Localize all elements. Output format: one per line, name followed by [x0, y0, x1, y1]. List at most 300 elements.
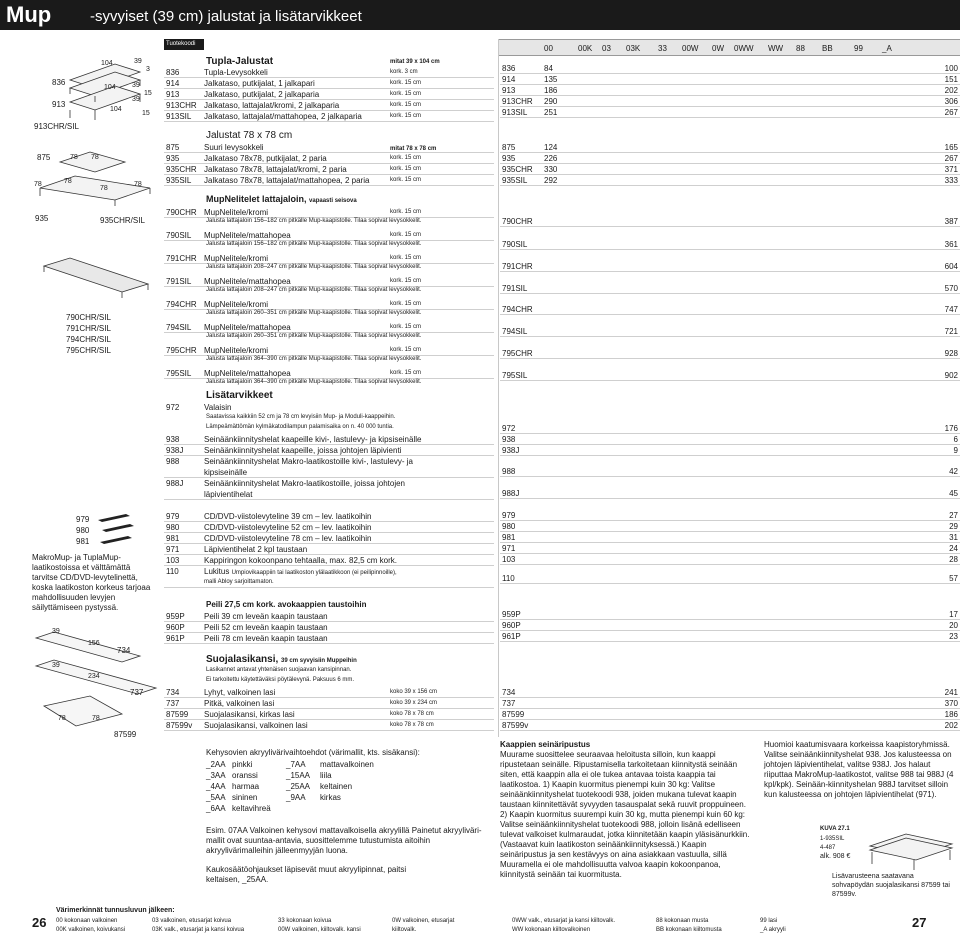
footer-legend-entry: 00 kokonaan valkoinen — [56, 918, 118, 924]
price-value-00k: 290 — [544, 97, 558, 106]
nelitele-drawing — [30, 236, 160, 306]
product-row — [164, 253, 494, 264]
section-title-tupla: Tupla-Jalustat — [206, 56, 274, 67]
product-label-734: 734 — [117, 646, 131, 655]
acrylic-color-entry: _15AA — [286, 771, 311, 780]
price-value: 570 — [944, 284, 958, 293]
price-value: 361 — [944, 240, 958, 249]
product-code: 959P — [166, 612, 185, 621]
price-value: 333 — [944, 176, 958, 185]
product-code: 980 — [166, 523, 180, 532]
price-row — [500, 261, 960, 272]
product-code: 972 — [166, 403, 180, 412]
color-code-col: 00K — [578, 44, 593, 53]
product-code: 913 — [166, 90, 180, 99]
product-code: 988J — [166, 479, 184, 488]
product-desc: MupNelitele/kromi — [204, 254, 269, 263]
page-number-left: 26 — [32, 915, 47, 930]
price-row — [500, 434, 960, 445]
dim-label: 104 — [104, 84, 116, 91]
price-row — [500, 466, 960, 477]
color-code-col: 0WW — [734, 44, 754, 53]
price-row — [500, 153, 960, 164]
price-value: 45 — [949, 489, 958, 498]
price-code: 790SIL — [502, 240, 528, 249]
price-value: 100 — [944, 64, 958, 73]
kuva-line-1: 1-935SIL — [820, 836, 845, 842]
price-code: 972 — [502, 424, 516, 433]
product-subnote: Jalusta lattajaloin 208–247 cm pitkälle Mup-kaapistolle. Tilaa sopivat levysokkelit. — [206, 287, 422, 293]
product-code: 913CHR — [166, 101, 197, 110]
product-desc: Peili 39 cm leveän kaapin taustaan — [204, 612, 328, 621]
product-desc: Suuri levysokkeli — [204, 143, 264, 152]
product-code: 935 — [166, 154, 180, 163]
price-code: 791SIL — [502, 284, 528, 293]
section-measure-jalustat: mitat 78 x 78 cm — [390, 146, 437, 152]
product-extra: kork. 15 cm — [390, 278, 422, 284]
price-row — [500, 304, 960, 315]
product-subnote: Jalusta lattajaloin 364–390 cm pitkälle Mup-kaapistolle. Tilaa sopivat levysokkelit. — [206, 379, 422, 385]
product-row — [164, 299, 494, 310]
product-row — [164, 633, 494, 644]
product-subnote: Lämpeämättömän kylmäkatodilampun palamisaika on n. 40 000 tuntia. — [206, 424, 394, 430]
price-value: 17 — [949, 610, 958, 619]
price-row — [500, 74, 960, 85]
product-row — [164, 622, 494, 633]
dim-label: 234 — [88, 673, 100, 680]
product-label-791: 791CHR/SIL — [66, 324, 111, 333]
dim-label: 78 — [91, 154, 99, 161]
price-code: 875 — [502, 143, 516, 152]
acrylic-color-entry: mattavalkoinen — [320, 760, 374, 769]
price-value: 20 — [949, 621, 958, 630]
section-title-sub: vapaasti seisova — [309, 198, 357, 204]
dim-label: 15 — [144, 90, 152, 97]
warning-text: Huomioi kaatumisvaara korkeissa kaapistoryhmissä. Valitse seinäänkiinnityshelat 938. Jos kalusteessa on johtojen läpivientihelat, valitse 938J. Jos halaut riiputtaa MakroMup-laatikostot, valitse 988 tai 988J (4 kpl/kpk). Seinään-kiinnityshelan 988J tarvitset silloin kun kalusteessa on johtojen läpivientihelat (971). — [764, 740, 954, 799]
acrylic-color-entry: kirkas — [320, 793, 341, 802]
color-code-col: 03 — [602, 44, 611, 53]
product-desc: Seinäänkiinnityshelat kaapeille, joissa johtojen läpivienti — [204, 446, 402, 455]
product-code: 790CHR — [166, 208, 197, 217]
price-value: 747 — [944, 305, 958, 314]
product-row — [164, 456, 494, 478]
price-value-00k: 135 — [544, 75, 558, 84]
product-row — [164, 89, 494, 100]
product-code: 875 — [166, 143, 180, 152]
dim-label: 78 — [134, 181, 142, 188]
product-row — [164, 207, 494, 218]
dim-label: 156 — [88, 640, 100, 647]
price-row — [500, 510, 960, 521]
product-desc: Jalkataso 78x78, lattajalat/kromi, 2 paria — [204, 165, 347, 174]
color-code-col: 0W — [712, 44, 724, 53]
price-value: 604 — [944, 262, 958, 271]
price-value: 165 — [944, 143, 958, 152]
product-row — [164, 175, 494, 186]
price-value: 28 — [949, 555, 958, 564]
kuva-line-3: alk. 908 € — [820, 853, 851, 860]
product-code: 961P — [166, 634, 185, 643]
section-title-nelitele — [206, 194, 357, 204]
price-row — [500, 423, 960, 434]
price-row — [500, 554, 960, 565]
promo-text: MakroMup- ja TuplaMup-laatikostoissa et välttämättä tarvitse CD/DVD-levytelinettä, koska laatikoston korkeus tarjoaa mahdollisuuden levyjen säilyttämiseen pystyssä. — [32, 553, 151, 612]
price-code: 935 — [502, 154, 516, 163]
price-value: 902 — [944, 371, 958, 380]
footer-legend-entry: 00W valkoinen, kiiltovalk. kansi — [278, 927, 361, 933]
product-desc: CD/DVD-viistolevyteline 39 cm – lev. laatikoihin — [204, 512, 372, 521]
dim-label: 39 — [134, 58, 142, 65]
dim-label: 39 — [52, 628, 60, 635]
product-extra: koko 78 x 78 cm — [390, 711, 434, 717]
dim-label: 104 — [101, 60, 113, 67]
product-desc-cont: kipsiseinälle — [204, 468, 248, 477]
product-row — [164, 511, 494, 522]
price-value: 202 — [944, 86, 958, 95]
price-code: 87599 — [502, 710, 525, 719]
section-title-sub: 39 cm syvyisiin Muppeihin — [281, 658, 357, 664]
price-row — [500, 175, 960, 186]
product-desc: MupNelitele/mattahopea — [204, 323, 291, 332]
product-subnote: Jalusta lattajaloin 260–351 cm pitkälle Mup-kaapistolle. Tilaa sopivat levysokkelit. — [206, 333, 422, 339]
product-row — [164, 611, 494, 622]
price-row — [500, 720, 960, 731]
product-label-875: 875 — [37, 153, 51, 162]
price-row — [500, 239, 960, 250]
product-desc: Peili 78 cm leveän kaapin taustaan — [204, 634, 328, 643]
product-desc: Seinäänkiinnityshelat Makro-laatikostoille, joissa johtojen — [204, 479, 405, 488]
price-row — [500, 488, 960, 499]
color-code-col: 00W — [682, 44, 699, 53]
product-desc: Jalkataso 78x78, putkijalat, 2 paria — [204, 154, 327, 163]
footer-legend-entry: 03 valkoinen, etusarjat koivua — [152, 918, 232, 924]
product-code: 794SIL — [166, 323, 192, 332]
section-title-lisatarvikkeet: Lisätarvikkeet — [206, 390, 273, 401]
price-value: 29 — [949, 522, 958, 531]
page-title: Mup — [6, 2, 52, 27]
product-code: 981 — [166, 534, 180, 543]
price-code: 938J — [502, 446, 520, 455]
kuva-caption: Lisävarusteena saatavana sohvapöydän suojalasikansi 87599 tai 87599v. — [832, 873, 950, 898]
product-row — [164, 100, 494, 111]
section-measure-tupla: mitat 39 x 104 cm — [390, 59, 440, 65]
footer-legend-entry: 03K valk., etusarjat ja kansi koivua — [152, 927, 245, 933]
product-row — [164, 230, 494, 241]
price-value: 176 — [944, 424, 958, 433]
product-row — [164, 111, 494, 122]
price-value: 202 — [944, 721, 958, 730]
price-row — [500, 348, 960, 359]
color-code-col: BB — [822, 44, 833, 53]
product-code: 794CHR — [166, 300, 197, 309]
product-desc: Jalkataso, putkijalat, 1 jalkapari — [204, 79, 315, 88]
product-desc: Jalkataso 78x78, lattajalat/mattahopea, 2 paria — [204, 176, 370, 185]
page-number-right: 27 — [912, 915, 927, 930]
price-value: 24 — [949, 544, 958, 553]
price-code: 836 — [502, 64, 516, 73]
product-desc: Jalkataso, lattajalat/mattahopea, 2 jalkaparia — [204, 112, 362, 121]
price-value: 721 — [944, 327, 958, 336]
footer-legend-entry: 00K valkoinen, koivukansi — [56, 927, 126, 933]
product-row — [164, 478, 494, 500]
product-code: 734 — [166, 688, 180, 697]
price-row — [500, 107, 960, 118]
kaappien-title: Kaappien seinäripustus — [500, 740, 591, 749]
product-code: 979 — [166, 512, 180, 521]
product-extra: kork. 15 cm — [390, 166, 422, 172]
dim-label: 78 — [70, 154, 78, 161]
product-desc: Jalkataso, lattajalat/kromi, 2 jalkaparia — [204, 101, 340, 110]
price-row — [500, 283, 960, 294]
price-value-00k: 292 — [544, 176, 558, 185]
price-code: 938 — [502, 435, 516, 444]
product-code: 737 — [166, 699, 180, 708]
product-extra: kork. 15 cm — [390, 255, 422, 261]
product-extra: kork. 3 cm — [390, 69, 418, 75]
dim-label: 39 — [132, 82, 140, 89]
product-desc: CD/DVD-viistolevyteline 52 cm – lev. laatikoihin — [204, 523, 372, 532]
section-title-suojalasi — [206, 654, 357, 665]
acrylic-color-entry: sininen — [232, 793, 258, 802]
kuva-line-2: 4-487 — [820, 845, 836, 851]
price-row — [500, 687, 960, 698]
price-code: 988 — [502, 467, 516, 476]
footer-legend-entry: WW kokonaan kiiltovalkoinen — [512, 927, 591, 933]
product-row — [164, 698, 494, 709]
product-desc: CD/DVD-viistolevyteline 78 cm – lev. laatikoihin — [204, 534, 372, 543]
product-desc-small: Umpiovikaappiin tai laatikoston ylälaatikkoon (ei peilipinnoille), — [231, 570, 397, 576]
price-code: 935SIL — [502, 176, 528, 185]
product-row — [164, 555, 494, 566]
product-row — [164, 67, 494, 78]
price-value: 27 — [949, 511, 958, 520]
product-code: 913SIL — [166, 112, 192, 121]
product-code: 938 — [166, 435, 180, 444]
product-row — [164, 402, 494, 413]
acrylic-color-entry: keltainen — [320, 782, 353, 791]
product-row — [164, 345, 494, 356]
product-code: 960P — [166, 623, 185, 632]
page-subtitle: -syvyiset (39 cm) jalustat ja lisätarvikkeet — [90, 8, 362, 25]
product-extra: koko 39 x 234 cm — [390, 700, 438, 706]
product-desc: Suojalasikansi, valkoinen lasi — [204, 721, 308, 730]
acrylic-color-entry: _2AA — [206, 760, 226, 769]
product-code: 914 — [166, 79, 180, 88]
cd-rack-drawing — [96, 512, 136, 552]
product-desc: Läpivientihelat 2 kpl taustaan — [204, 545, 308, 554]
acrylic-color-entry: harmaa — [232, 782, 260, 791]
dim-label: 78 — [92, 715, 100, 722]
price-value: 151 — [944, 75, 958, 84]
dim-label: 15 — [142, 110, 150, 117]
color-code-header — [498, 39, 960, 56]
product-desc: MupNelitele/mattahopea — [204, 231, 291, 240]
price-code: 795CHR — [502, 349, 533, 358]
product-code: 971 — [166, 545, 180, 554]
product-desc: MupNelitele/kromi — [204, 300, 269, 309]
price-code: 795SIL — [502, 371, 528, 380]
price-code: 794CHR — [502, 305, 533, 314]
product-row — [164, 522, 494, 533]
footer-legend-entry: 33 kokonaan koivua — [278, 918, 332, 924]
price-row — [500, 698, 960, 709]
page-header — [0, 0, 960, 30]
dim-label: 39 — [132, 96, 140, 103]
price-value: 387 — [944, 217, 958, 226]
price-code: 103 — [502, 555, 516, 564]
footer-legend-entry: 88 kokonaan musta — [656, 918, 709, 924]
product-extra: koko 39 x 156 cm — [390, 689, 438, 695]
suojalasi-note-2: Ei tarkoitettu käytettäväksi pöytälevynä. Paksuus 6 mm. — [206, 677, 355, 683]
price-row — [500, 164, 960, 175]
price-value: 928 — [944, 349, 958, 358]
product-desc: Jalkataso, putkijalat, 2 jalkaparia — [204, 90, 320, 99]
dim-label: 3 — [146, 66, 150, 73]
price-row — [500, 63, 960, 74]
color-code-col: 99 — [854, 44, 863, 53]
acrylic-color-entry: _5AA — [206, 793, 226, 802]
product-label-790: 790CHR/SIL — [66, 313, 111, 322]
price-row — [500, 521, 960, 532]
product-desc: MupNelitele/kromi — [204, 346, 269, 355]
acrylic-color-entry: pinkki — [232, 760, 253, 769]
product-row — [164, 322, 494, 333]
price-code: 913CHR — [502, 97, 533, 106]
acrylic-color-entry: oranssi — [232, 771, 258, 780]
dim-label: 39 — [52, 662, 60, 669]
product-subnote: Jalusta lattajaloin 156–182 cm pitkälle Mup-kaapistolle. Tilaa sopivat levysokkelit. — [206, 218, 422, 224]
product-row — [164, 720, 494, 731]
price-row — [500, 709, 960, 720]
price-value: 370 — [944, 699, 958, 708]
price-row — [500, 216, 960, 227]
color-code-col: WW — [768, 44, 784, 53]
product-subnote: Jalusta lattajaloin 156–182 cm pitkälle Mup-kaapistolle. Tilaa sopivat levysokkelit. — [206, 241, 422, 247]
price-value-00k: 226 — [544, 154, 558, 163]
product-code: 87599 — [166, 710, 189, 719]
product-label-836: 836 — [52, 78, 66, 87]
kuva-table-drawing — [866, 826, 956, 872]
product-row — [164, 533, 494, 544]
price-code: 790CHR — [502, 217, 533, 226]
price-value-00k: 84 — [544, 64, 553, 73]
price-row — [500, 445, 960, 456]
price-value: 306 — [944, 97, 958, 106]
footer-legend-entry: _A akryyli — [760, 927, 786, 933]
product-extra: kork. 15 cm — [390, 324, 422, 330]
dim-label: 78 — [58, 715, 66, 722]
price-value: 42 — [949, 467, 958, 476]
product-subnote: Jalusta lattajaloin 364–390 cm pitkälle Mup-kaapistolle. Tilaa sopivat levysokkelit. — [206, 356, 422, 362]
price-value: 267 — [944, 108, 958, 117]
product-code: 110 — [166, 567, 179, 576]
product-row — [164, 709, 494, 720]
product-extra: kork. 15 cm — [390, 155, 422, 161]
product-subnote: Jalusta lattajaloin 260–351 cm pitkälle Mup-kaapistolle. Tilaa sopivat levysokkelit. — [206, 310, 422, 316]
price-value: 371 — [944, 165, 958, 174]
product-label-913: 913 — [52, 100, 66, 109]
price-code: 988J — [502, 489, 520, 498]
product-code: 988 — [166, 457, 180, 466]
product-extra: kork. 15 cm — [390, 102, 422, 108]
product-desc: Pitkä, valkoinen lasi — [204, 699, 275, 708]
acrylic-color-entry: _4AA — [206, 782, 226, 791]
product-extra: kork. 15 cm — [390, 80, 422, 86]
dim-label: 104 — [110, 106, 122, 113]
price-code: 971 — [502, 544, 516, 553]
footer-legend-entry: 99 lasi — [760, 918, 778, 924]
product-label-935: 935 — [35, 214, 49, 223]
product-row — [164, 544, 494, 555]
dim-label: 78 — [100, 185, 108, 192]
product-code: 790SIL — [166, 231, 192, 240]
kaappien-text: Muurame suosittelee seuraavaa heloitusta silloin, kun kaappi ripustetaan seinälle. Ripustamisella tarkoitetaan kiinnitystä seinään siten, että kaappin alla ei ole tukea antavaa toista kaappia tai laatikostoa. 1) Kaapin kuormitus pienempi kuin 30 kg: Valitse seinäänkiinnityshelat tuotekoodi 938, joiden mukana tulevat kaapin taustaan kiinnitettävät syvyyden tasauspalat sekä ruuvit proppuineen. 2) Kaapin kuormitus suurempi kuin 30 kg, mutta pienempi kuin 60 kg: Valitse seinäänkiinnityshelat tuotekoodi 988, jolloin lisänä edelliseen tulevat valkoiset kulmaraudat, jotka kiinnitetään kaapin yläsisänurkkiin. (Vastaavat kuin laatikoston seinäänkiinnityksessä.) Kaapin seinäripustus ja sen kestävyys on aina asiakkaan vastuulla, sillä Muuramella ei ole mahdollisuutta valvoa kaapin kokoonpanoa, kiinnitystä seinään tai kuormitusta. — [500, 750, 750, 879]
product-label-935chr: 935CHR/SIL — [100, 216, 145, 225]
dim-label: 78 — [34, 181, 42, 188]
product-label-979: 979 — [76, 515, 90, 524]
color-code-col: 33 — [658, 44, 667, 53]
product-extra: kork. 15 cm — [390, 177, 422, 183]
section-title-text: Suojalasikansi, — [206, 654, 279, 665]
color-code-col: 03K — [626, 44, 641, 53]
acrylic-color-entry: keltavihreä — [232, 804, 271, 813]
price-code: 914 — [502, 75, 516, 84]
section-title-jalustat: Jalustat 78 x 78 cm — [206, 130, 293, 141]
product-code: 87599v — [166, 721, 193, 730]
product-desc: Seinäänkiinnityshelat Makro-laatikostoille kivi-, lastulevy- ja — [204, 457, 413, 466]
product-code: 791SIL — [166, 277, 192, 286]
footer-legend-entry: BB kokonaan kiiltomusta — [656, 927, 722, 933]
product-extra: kork. 15 cm — [390, 347, 422, 353]
price-row — [500, 620, 960, 631]
price-row — [500, 573, 960, 584]
product-row — [164, 687, 494, 698]
price-row — [500, 370, 960, 381]
product-code: 935CHR — [166, 165, 197, 174]
price-value-00k: 186 — [544, 86, 558, 95]
product-desc: Lukitus Umpiovikaappiin tai laatikoston ylälaatikkoon (ei peilipinnoille), — [204, 567, 397, 576]
price-code: 913 — [502, 86, 516, 95]
product-desc: MupNelitele/mattahopea — [204, 369, 291, 378]
price-value-00k: 251 — [544, 108, 558, 117]
acrylic-color-entry: _6AA — [206, 804, 226, 813]
price-value: 241 — [944, 688, 958, 697]
price-row — [500, 85, 960, 96]
product-extra: kork. 15 cm — [390, 91, 422, 97]
price-code: 981 — [502, 533, 516, 542]
price-value: 6 — [953, 435, 958, 444]
price-code: 979 — [502, 511, 516, 520]
section-title-peili: Peili 27,5 cm kork. avokaappien taustoihin — [206, 600, 367, 609]
product-row — [164, 164, 494, 175]
acrylic-color-entry: _25AA — [286, 782, 311, 791]
price-code: 980 — [502, 522, 516, 531]
product-desc: Valaisin — [204, 403, 232, 412]
product-desc: Seinäänkiinnityshelat kaapeille kivi-, lastulevy- ja kipsiseinälle — [204, 435, 422, 444]
price-code: 737 — [502, 699, 516, 708]
price-code: 961P — [502, 632, 521, 641]
product-subnote: Jalusta lattajaloin 208–247 cm pitkälle Mup-kaapistolle. Tilaa sopivat levysokkelit. — [206, 264, 422, 270]
price-value: 267 — [944, 154, 958, 163]
product-extra: kork. 15 cm — [390, 301, 422, 307]
product-row — [164, 368, 494, 379]
product-subnote: malli Abloy sarjoittamaton. — [204, 579, 274, 585]
price-code: 87599v — [502, 721, 529, 730]
price-value-00k: 330 — [544, 165, 558, 174]
product-desc: Tupla-Levysokkeli — [204, 68, 268, 77]
price-value: 31 — [949, 533, 958, 542]
price-value-00k: 124 — [544, 143, 558, 152]
